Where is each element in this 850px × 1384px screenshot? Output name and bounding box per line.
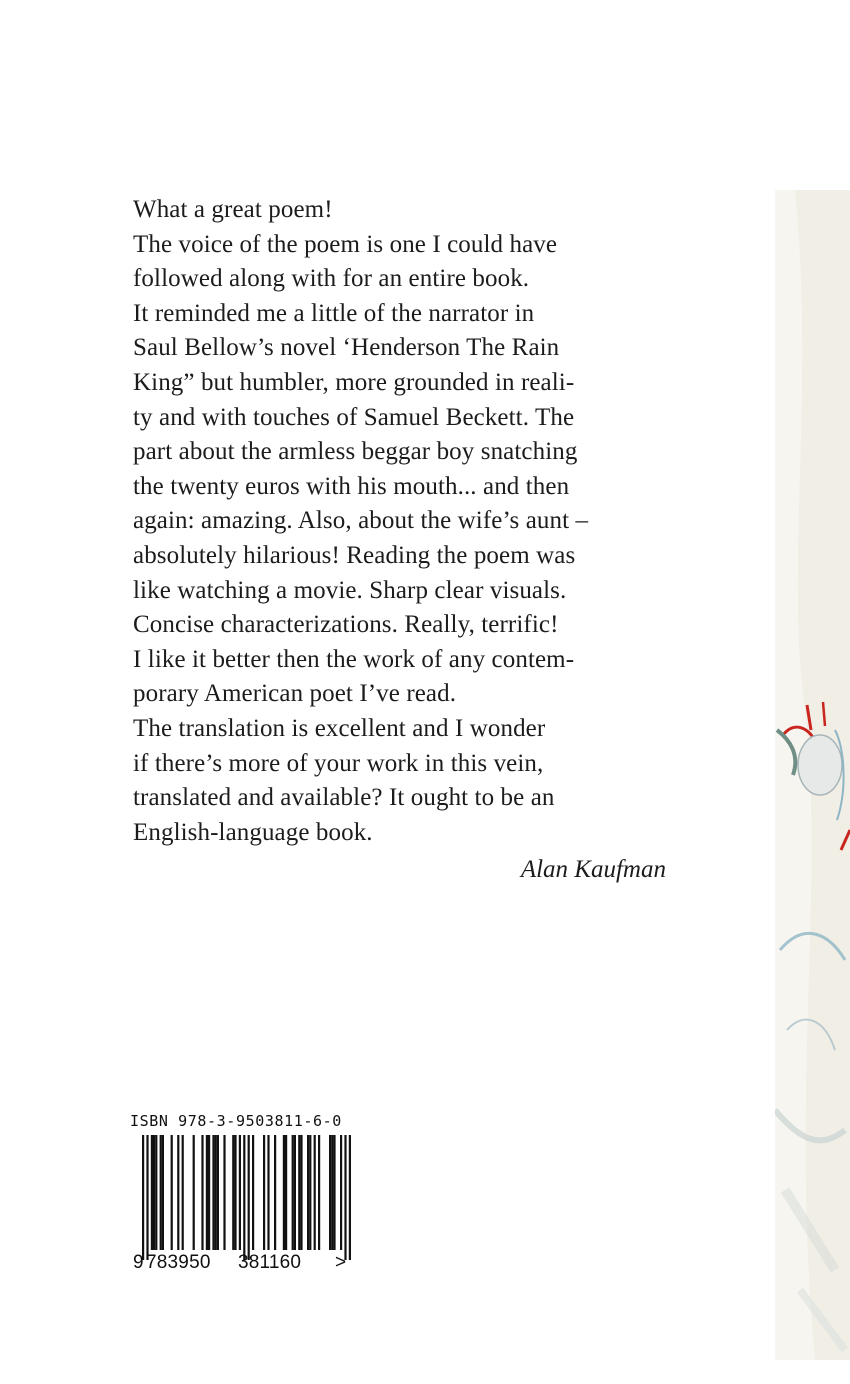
- quote-line: the twenty euros with his mouth... and then: [133, 472, 570, 500]
- barcode-bar: [182, 1135, 184, 1250]
- barcode-bar: [223, 1135, 225, 1250]
- barcode-bar: [285, 1135, 287, 1250]
- barcode-bar: [217, 1135, 219, 1250]
- quote-line: part about the armless beggar boy snatching: [133, 438, 578, 466]
- barcode-bar: [155, 1135, 157, 1250]
- isbn-barcode: [130, 1112, 360, 1282]
- barcode-bar: [300, 1135, 302, 1250]
- barcode-bar: [329, 1135, 331, 1250]
- barcode-bar: [263, 1135, 265, 1250]
- barcode-bar: [294, 1135, 296, 1250]
- barcode-digits: [130, 1252, 347, 1384]
- barcode-bar: [201, 1135, 203, 1250]
- barcode-bar: [307, 1135, 309, 1250]
- quote-line: absolutely hilarious! Reading the poem was: [133, 541, 576, 569]
- barcode-bars: [130, 1135, 352, 1260]
- quote-line: if there’s more of your work in this vein,: [133, 749, 544, 777]
- quote-line: again: amazing. Also, about the wife’s aunt –: [133, 507, 589, 535]
- barcode-bar: [234, 1135, 236, 1250]
- barcode-bar: [153, 1135, 155, 1250]
- barcode-bar: [215, 1135, 217, 1250]
- barcode-bar: [177, 1135, 179, 1250]
- barcode-left-group: 783950: [146, 1252, 211, 1273]
- quote-line: The translation is excellent and I wonder: [133, 714, 546, 742]
- barcode-bar: [162, 1135, 164, 1250]
- barcode-guard-bar: [146, 1135, 148, 1260]
- barcode-bar: [239, 1135, 241, 1250]
- quote-line: It reminded me a little of the narrator in: [133, 299, 535, 327]
- barcode-guard-bar: [344, 1135, 346, 1260]
- quote-line: Saul Bellow’s novel ‘Henderson The Rain: [133, 334, 560, 362]
- barcode-bar: [208, 1135, 210, 1250]
- barcode-guard-bar: [243, 1135, 245, 1260]
- barcode-bar: [283, 1135, 285, 1250]
- quote-line: porary American poet I’ve read.: [133, 680, 457, 708]
- barcode-bar: [309, 1135, 311, 1250]
- quote-line: like watching a movie. Sharp clear visuals.: [133, 576, 567, 604]
- quote-line: translated and available? It ought to be an: [133, 784, 555, 812]
- barcode-bar: [318, 1135, 320, 1250]
- quote-attribution: Alan Kaufman: [520, 856, 666, 883]
- barcode-bar: [331, 1135, 333, 1250]
- quote-line: followed along with for an entire book.: [133, 265, 530, 293]
- barcode-bar: [267, 1135, 269, 1250]
- barcode-bar: [314, 1135, 316, 1250]
- quote-line: What a great poem!: [133, 196, 333, 223]
- barcode-bar: [171, 1135, 173, 1250]
- review-quote: [133, 193, 673, 850]
- barcode-guard-bar: [248, 1135, 250, 1260]
- quote-line: ty and with touches of Samuel Beckett. The: [133, 403, 575, 431]
- quote-line: King” but humbler, more grounded in reali-: [133, 368, 575, 396]
- barcode-bar: [298, 1135, 300, 1250]
- isbn-label: ISBN 978-3-9503811-6-0: [130, 1112, 342, 1130]
- barcode-bar: [212, 1135, 214, 1250]
- barcode-bar: [340, 1135, 342, 1250]
- barcode-guard-bar: [142, 1135, 144, 1260]
- cover-illustration-edge: [775, 190, 850, 1360]
- barcode-right-group: 381160: [238, 1252, 302, 1273]
- quiet-zone-mark: >: [335, 1252, 347, 1273]
- barcode-lead-digit: 9: [133, 1252, 144, 1273]
- barcode-bar: [151, 1135, 153, 1250]
- barcode-bar: [160, 1135, 162, 1250]
- barcode-bar: [333, 1135, 335, 1250]
- quote-line: Concise characterizations. Really, terrific!: [133, 611, 559, 639]
- barcode-bar: [292, 1135, 294, 1250]
- quote-line: English-language book.: [133, 818, 373, 846]
- barcode-bar: [252, 1135, 254, 1250]
- barcode-bar: [274, 1135, 276, 1250]
- barcode-guard-bar: [349, 1135, 351, 1260]
- quote-line: The voice of the poem is one I could have: [133, 230, 558, 258]
- barcode-bar: [232, 1135, 234, 1250]
- barcode-bar: [206, 1135, 208, 1250]
- quote-line: I like it better then the work of any contem-: [133, 645, 575, 673]
- barcode-bar: [193, 1135, 195, 1250]
